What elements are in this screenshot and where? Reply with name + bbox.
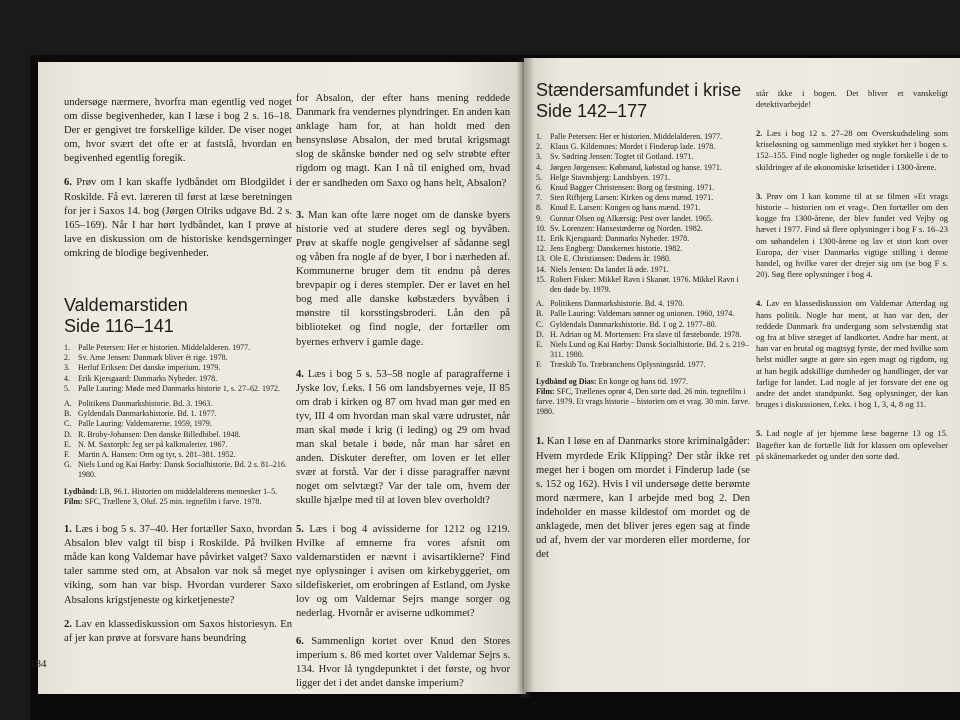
bibliography-item: 7. Sten Rifbjerg Larsen: Kirken og dens mænd. 1971. [536,193,714,203]
exercise-number: 6. [64,177,72,189]
reference-list [536,299,750,370]
bibliography-item: 2. Sv. Arne Jensen: Danmark bliver ét rige. 1978. [64,353,228,363]
exercise-6: 6. Sammenlign kortet over Knud den Stores imperium s. 86 med kortet over Valdemar Sejrs s. 134. Hvor lå tyngdepunktet i det første, og hvor ligger det i det andet danske imperium? [296,636,510,690]
right-page [524,58,960,692]
reference-item: D. H. Adrian og M. Mortensen: Fra slave til fæstebonde. 1978. [536,329,742,339]
bibliography-item: 10. Sv. Lorenzen: Hansestæderne og Norden. 1982. [536,223,703,233]
reference-item: C. Gyldendals Danmarkshistorie. Bd. 1 og 2. 1977–80. [536,319,717,329]
reference-item: C. Palle Lauring: Valdemarerne. 1959, 1979. [64,419,212,429]
bibliography-item: 3. Sv. Sødring Jensen: Togtet til Gotland. 1971. [536,152,694,162]
page-number: 184 [30,658,47,670]
reference-item: B. Gyldendals Danmarkshistorie. Bd. 1. 1977. [64,409,217,419]
bibliography-list [536,132,750,295]
right-page-column-1 [536,80,750,562]
bibliography-item: 6. Knud Bagger Christensen: Borg og fæstning. 1971. [536,183,715,193]
exercise-6 [64,176,292,261]
exercise-5: 5. Lad nogle af jer hjemme læse bøgerne 13 og 15. Bagefter kan de fortælle lidt for klassen om oplevelser på skånemarkedet og under den sorte død. [756,428,948,461]
reference-list [64,399,292,481]
bibliography-item: 12. Jens Engberg: Danskernes historie. 1982. [536,244,683,254]
exercise-2: 2. Lav en klassediskussion om Saxos historiesyn. En af jer kan prøve at forsvare hans beundring [64,618,292,644]
exercise-1: 1. Kan I løse en af Danmarks store kriminalgåder: Hvem myrdede Erik Klipping? Der står ikke ret meget her i bogen om mordet i Finderup lade (se s. 152 og 162). Hvis I vil undersøge dette berømte mord nærmere, kan I arbejde med bog 2. Den indeholder en masse kildestof om mordet og de anklagede, men det bliver jeres egen sag at finde ud af, hvem der var morderen eller morderne, for det [536,436,750,561]
intro-paragraph: for Absalon, der efter hans mening reddede Danmark fra vendernes plyndringer. En anden kan anklage ham for, at han holdt med den hensynsløse Absalon, der med brutal krigsmagt slog de skånske bønder ned og selv strøbte efter rigdom og magt. Kan I nå til enighed om, hvad der er sandheden om Saxo og hans helt, Absalon? [296,93,510,189]
bibliography-item: 15. Robert Fisker: Mikkel Ravn i Skanør. 1976. Mikkel Ravn i den døde by. 1979. [536,274,739,295]
reference-item: F. Martin A. Hansen: Orm og tyr, s. 281–381. 1952. [64,450,236,460]
reference-item: F. Træskib To. Træbranchens Oplysningsråd. 1977. [536,360,706,370]
bibliography-item: 4. Erik Kjersgaard: Danmarks Nyheder. 1978. [64,373,218,383]
bibliography-item: 9. Gunnar Olsen og Alkærsig: Pest over landet. 1965. [536,213,713,223]
intro-paragraph: undersøge nærmere, hvorfra man egentlig ved noget om disse begivenheder, kan I læse i bog 2 s. 16–18. Der er gengivet tre forskellige kilder. De viser noget om, hvor svært det ofte er at fastslå, hvordan en begivenhed egentlig foregik. [64,97,292,165]
reference-item: B. Palle Lauring: Valdemars sønner og unionen. 1960, 1974. [536,309,735,319]
left-page [30,62,526,694]
exercise-3: 3. Prøv om I kan komme til at se filmen »Et vrags historie – historien om et vrag«. Den fortæller om den kogge fra 1300-årene, der blev fundet ved Vejby og hævet i 1977. Find så flere oplysninger i bog F s. 16–23 om søhandelen i 1300-årene og lav et stort kort over Europa, der viser Danmarks vigtige stilling i denne handel, og hvilke varer der drejer sig om (se bog F s. 20). Søg flere oplysninger i bog 4. [756,190,949,280]
section-pages: Side 116–141 [64,316,174,337]
bibliography-item: 2. Klaus G. Kildemoes: Mordet i Finderup lade. 1978. [536,142,716,152]
section-title-line: Valdemarstiden [64,295,188,316]
left-page-column-2 [296,92,510,692]
audio-slides-info: Lydbånd og Dias: En konge og hans tid. 1977. Film: SFC, Trællenes oprør 4, Den sorte død. 26 min. tegnefilm i farve. 1979. Et vrags historie – historien om et vrag. 30 min. farve. 1980. [536,376,750,417]
section-title [536,80,750,122]
bibliography-item: 1. Palle Petersen: Her er historien. Middelalderen. 1977. [536,132,723,141]
bibliography-item: 11. Erik Kjersgaard: Danmarks Nyheder. 1978. [536,234,690,244]
reference-item: D. R. Broby-Johansen: Den danske Billedbibel. 1948. [64,429,241,439]
exercise-4: 4. Lav en klassediskussion om Valdemar Atterdag og hans politik. Nogle har ment, at han var den, der reddede Danmark fra undergang som selvstændig stat og fra at blive stræget af landkortet. Andre har ment, at han var en brutal og magtsyg fyrste, der med hvilke som helst midler søgte at gøre sin egen magt og rigdom, og at han begik adskillige dumheder og handlinger, der var farlige for landet. Lad nogle af jer forsvare det ene og andre det andet standpunkt. Søg oplysninger, der kan bruges i diskussionen, f.eks. i bog 1, 3, 4, 8 og 11. [756,298,949,410]
bibliography-item: 1. Palle Petersen: Her er historien. Middelalderen. 1977. [64,343,251,353]
exercise-4: 4. Læs i bog 5 s. 53–58 nogle af paragrafferne i Jyske lov, f.eks. I 56 om landsbyernes veje, II 85 om drab i kirken og 87 om hvad man gør med en tyv, III 4 om hvordan man skal være udrustet, når man skal møde i krig (i leding) og 29 om hvad man skal betale i bøde, når man har såret en anden. Diskuter derefter, om loven er let eller svær at forstå. Var der i disse paragraffer nævnt noget om selvtægt? Var der tale om, hvem der skulle hjælpe med til at loven blev overholdt? [296,368,510,507]
reference-item: A. Politikens Danmarkshistorie. Bd. 3. 1963. [64,399,213,409]
exercise-2: 2. Læs i bog 12 s. 27–28 om Overskudsdeling som kriseløsning og sammenlign med stykket her i bogen s. 152–155. Find nogle ligheder og nogle forskelle i de to skildringer af de økonomiske krisetider i 1300-årene. [756,128,948,172]
section-title [64,295,292,337]
bibliography-item: 4. Jørgen Jørgensen: Købmand, købstad og hanse. 1971. [536,162,722,172]
bibliography-item: 8. Knud E. Larsen: Kongen og hans mænd. 1971. [536,203,701,213]
section-title-line: Stændersamfundet i krise [536,80,742,100]
reference-item: E. N. M. Saxtorph: Jeg ser på kalkmalerier. 1967. [64,439,228,449]
bibliography-item: 5. Palle Lauring: Møde med Danmarks historie 1, s. 27–62. 1972. [64,383,280,393]
reference-item: E. Niels Lund og Kai Hørby: Dansk Socialhistorie. Bd. 2 s. 219–311. 1980. [536,340,749,360]
left-page-column-1 [64,96,292,646]
exercise-1: 1. Læs i bog 5 s. 37–40. Her fortæller Saxo, hvordan Absalon blev valgt til bisp i Roskilde. På hvilken måde kan kong Valdemar have påvirket valget? Saxo taler samme sted om, at Absalon var nok så meget viking, som han var bisp. Hvordan vurderer Saxo Absalons krigstjeneste og kirketjeneste? [64,524,292,606]
exercise-3: 3. Man kan ofte lære noget om de danske byers historie ved at studere deres segl og byvåben. Prøv at skaffe nogle gengivelser af sådanne segl og våben fra nogle af de byer, I bor i nærheden af. Kommunerne bruger dem tit endnu på deres brevpapir og i deres stempler. Der er lavet en hel bog med alle danske købstæders byvåben i mønstre til korsstingsbroderi. Lån den på biblioteket og find nogle, der fortæller om byernes erhverv i gamle dage. [296,209,511,348]
section-pages: Side 142–177 [536,101,648,121]
right-page-column-2 [756,88,948,462]
intro-paragraph: står ikke i bogen. Det bliver et vanskeligt detektivarbejde! [756,88,948,109]
bibliography-item: 3. Herluf Eriksen: Det danske imperium. 1979. [64,363,221,373]
bibliography-item: 14. Niels Jensen: Da landet lå øde. 1971. [536,264,669,274]
reference-item: A. Politikens Danmarkshistorie. Bd. 4. 1970. [536,299,685,309]
exercise-5: 5. Læs i bog 4 avissiderne for 1212 og 1219. Hvilke af emnerne fra vores afsnit om valdemarstiden er nævnt i avisartiklerne? Find nye oplysninger i avisen om kirkebyggeriet, om sildefiskeriet, om erobringen af Estland, om Jyske lov og om Valdemar Sejrs mange sorger og nederlag. Hvornår er aviserne udkommet? [296,523,510,620]
bibliography-list [64,343,292,394]
exercise-text: Prøv om I kan skaffe lydbåndet om Blodgildet i Roskilde. Få evt. læreren til først at læse beretningen for jer i Saxos 14. bog (Jørgen Olriks udgave Bd. 2 s. 165–169). Når I har hørt lydbåndet, kan I prøve at lave en diskussion om de historiske kendsgerninger omkring de blodige begivenheder. [64,177,293,259]
bibliography-item: 5. Helge Stavnsbjerg: Landsbyen. 1971. [536,172,671,182]
book-gutter [516,58,534,698]
reference-item: G. Niels Lund og Kai Hørby: Dansk Socialhistorie. Bd. 2 s. 81–216. 1980. [64,460,287,480]
audio-tape-info: Lydbånd: LB, 96.1. Historien om middelalderens mennesker 1–5. Film: SFC, Trællene 3, Oluf. 25 min. tegnefilm i farve. 1978. [64,486,278,506]
bibliography-item: 13. Ole E. Christiansen: Dødens år. 1980. [536,254,671,264]
